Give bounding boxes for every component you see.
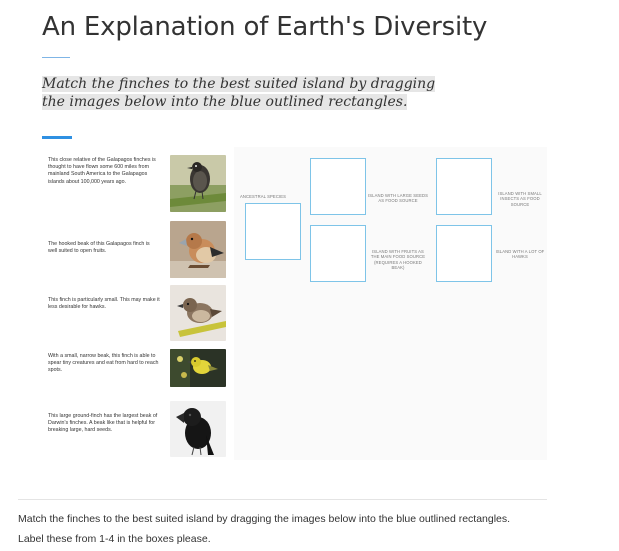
- title-divider: [42, 57, 70, 58]
- activity-subtitle: Match the finches to the best suited island by dragging the images below into the blue outlined rectangles.: [42, 76, 436, 110]
- label-small-insects: ISLAND WITH SMALL INSECTS AS FOOD SOURCE: [498, 191, 542, 207]
- finch-hookbeak-icon[interactable]: [170, 221, 226, 278]
- finch-cactus-icon[interactable]: [170, 155, 226, 212]
- instruction-line-2: Label these from 1-4 in the boxes please.: [18, 533, 211, 545]
- finch-description-4: With a small, narrow beak, this finch is able to spear tiny creatures and eat from hard to reach spots.: [48, 353, 159, 374]
- finch-groundfinch-icon[interactable]: [170, 401, 226, 457]
- finch-warbler-icon[interactable]: [170, 349, 226, 387]
- drop-box-ancestral[interactable]: [245, 203, 301, 260]
- drop-box-large-seeds[interactable]: [310, 158, 366, 215]
- label-fruits: ISLAND WITH FRUITS AS THE MAIN FOOD SOURCE (REQUIRES A HOOKED BEAK): [370, 249, 426, 271]
- finch-small-icon[interactable]: [170, 285, 226, 341]
- finch-description-1: This close relative of the Galapagos finches is thought to have flown some 600 miles from mainland South America to the Galapagos islands about 100,000 years ago.: [48, 157, 156, 185]
- label-large-seeds: ISLAND WITH LARGE SEEDS AS FOOD SOURCE: [368, 193, 429, 204]
- label-hawks: ISLAND WITH A LOT OF HAWKS: [495, 249, 545, 260]
- accent-bar: [42, 136, 72, 139]
- finch-description-3: This finch is particularly small. This may make it less desirable for hawks.: [48, 297, 160, 311]
- instruction-line-1: Match the finches to the best suited island by dragging the images below into the blue outlined rectangles.: [18, 513, 511, 525]
- drop-box-small-insects[interactable]: [436, 158, 492, 215]
- drop-box-fruits[interactable]: [310, 225, 366, 282]
- finch-description-5: This large ground-finch has the largest beak of Darwin's finches. A beak like that is helpful for breaking large, hard seeds.: [48, 413, 158, 434]
- label-ancestral-species: ANCESTRAL SPECIES: [240, 194, 286, 199]
- finch-description-2: The hooked beak of this Galapagos finch is well suited to open fruits.: [48, 241, 150, 255]
- drag-drop-activity: [42, 147, 547, 460]
- content-divider: [18, 499, 547, 500]
- drop-box-hawks[interactable]: [436, 225, 492, 282]
- page-title: An Explanation of Earth's Diversity: [42, 12, 488, 42]
